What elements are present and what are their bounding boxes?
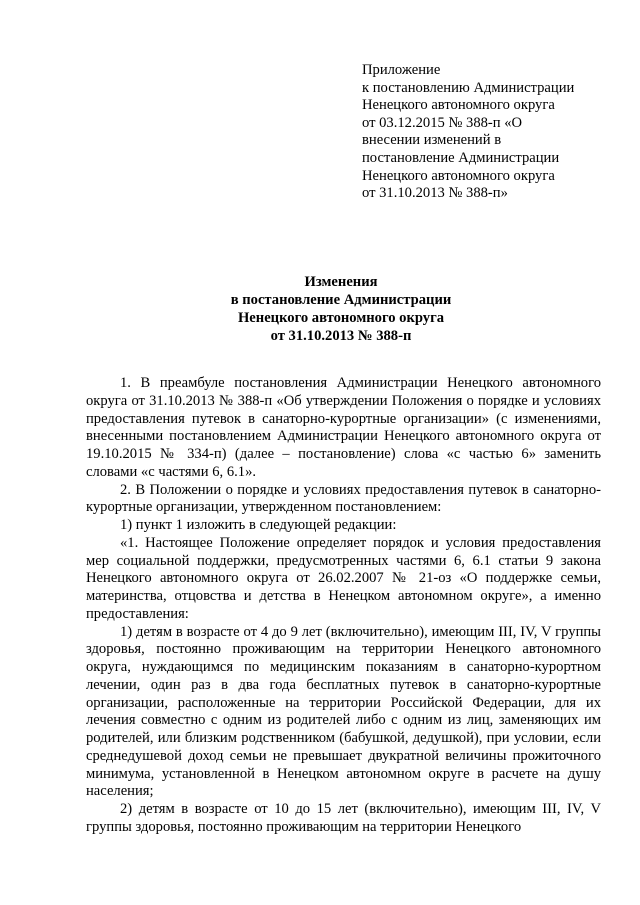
body-paragraph: «1. Настоящее Положение определяет порядок и условия предоставления мер социальной поддержки, предусмотренных частями 6, 6.1 статьи 9 закона Ненецкого автономного округа от 26.02.2007 № 21-оз «О поддержке семьи, материнства, отцовства и детства в Ненецком автономном округе», а именно предоставления: (86, 534, 601, 622)
body-paragraph: 2. В Положении о порядке и условиях предоставления путевок в санаторно-курортные организации, утвержденном постановлением: (86, 481, 601, 516)
body-paragraph: 2) детям в возрасте от 10 до 15 лет (включительно), имеющим III, IV, V группы здоровья, постоянно проживающим на территории Ненецкого (86, 801, 601, 835)
appendix-line: Ненецкого автономного округа (362, 167, 555, 184)
document-title (86, 273, 596, 345)
appendix-header (362, 62, 622, 203)
appendix-line: Приложение (362, 62, 441, 78)
appendix-line: внесении изменений в (362, 132, 502, 149)
body-paragraph: 1) детям в возрасте от 4 до 9 лет (включительно), имеющим III, IV, V группы здоровья, постоянно проживающим на территории Ненецкого автономного округа, нуждающимся по медицинским показаниям в санаторно-курортном лечении, один раз в два года бесплатных путевок в санаторно-курортные организации, расположенные на территории Российской Федерации, для их лечения совместно с одним из родителей либо с одним из лиц, заменяющих им родителей, или близким родственником (бабушкой, дедушкой), при условии, если среднедушевой доход семьи не превышает двукратной величины прожиточного минимума, установленной в Ненецком автономном округе в расчете на душу населения; (86, 623, 601, 800)
appendix-line: от 31.10.2013 № 388-п» (362, 185, 508, 202)
appendix-line: от 03.12.2015 № 388-п «О (362, 114, 523, 131)
title-line: Ненецкого автономного округа (237, 310, 445, 326)
body-paragraph: 1) пункт 1 изложить в следующей редакции: (120, 517, 397, 533)
title-line: от 31.10.2013 № 388-п (270, 328, 412, 344)
appendix-line: Ненецкого автономного округа (362, 97, 555, 114)
appendix-line: к постановлению Администрации (362, 79, 575, 96)
document-body (86, 375, 601, 837)
appendix-line: постановление Администрации (362, 149, 560, 166)
body-paragraph: 1. В преамбуле постановления Администрации Ненецкого автономного округа от 31.10.2013 № 388-п «Об утверждении Положения о порядке и условиях предоставления путевок в санаторно-курортные организации» (с изменениями, внесенными постановлением Администрации Ненецкого автономного округа от 19.10.2015 № 334-п) (далее – постановление) слова «с частью 6» заменить словами «с частями 6, 6.1». (86, 375, 601, 480)
title-line: в постановление Администрации (230, 292, 452, 308)
title-line: Изменения (304, 274, 378, 290)
